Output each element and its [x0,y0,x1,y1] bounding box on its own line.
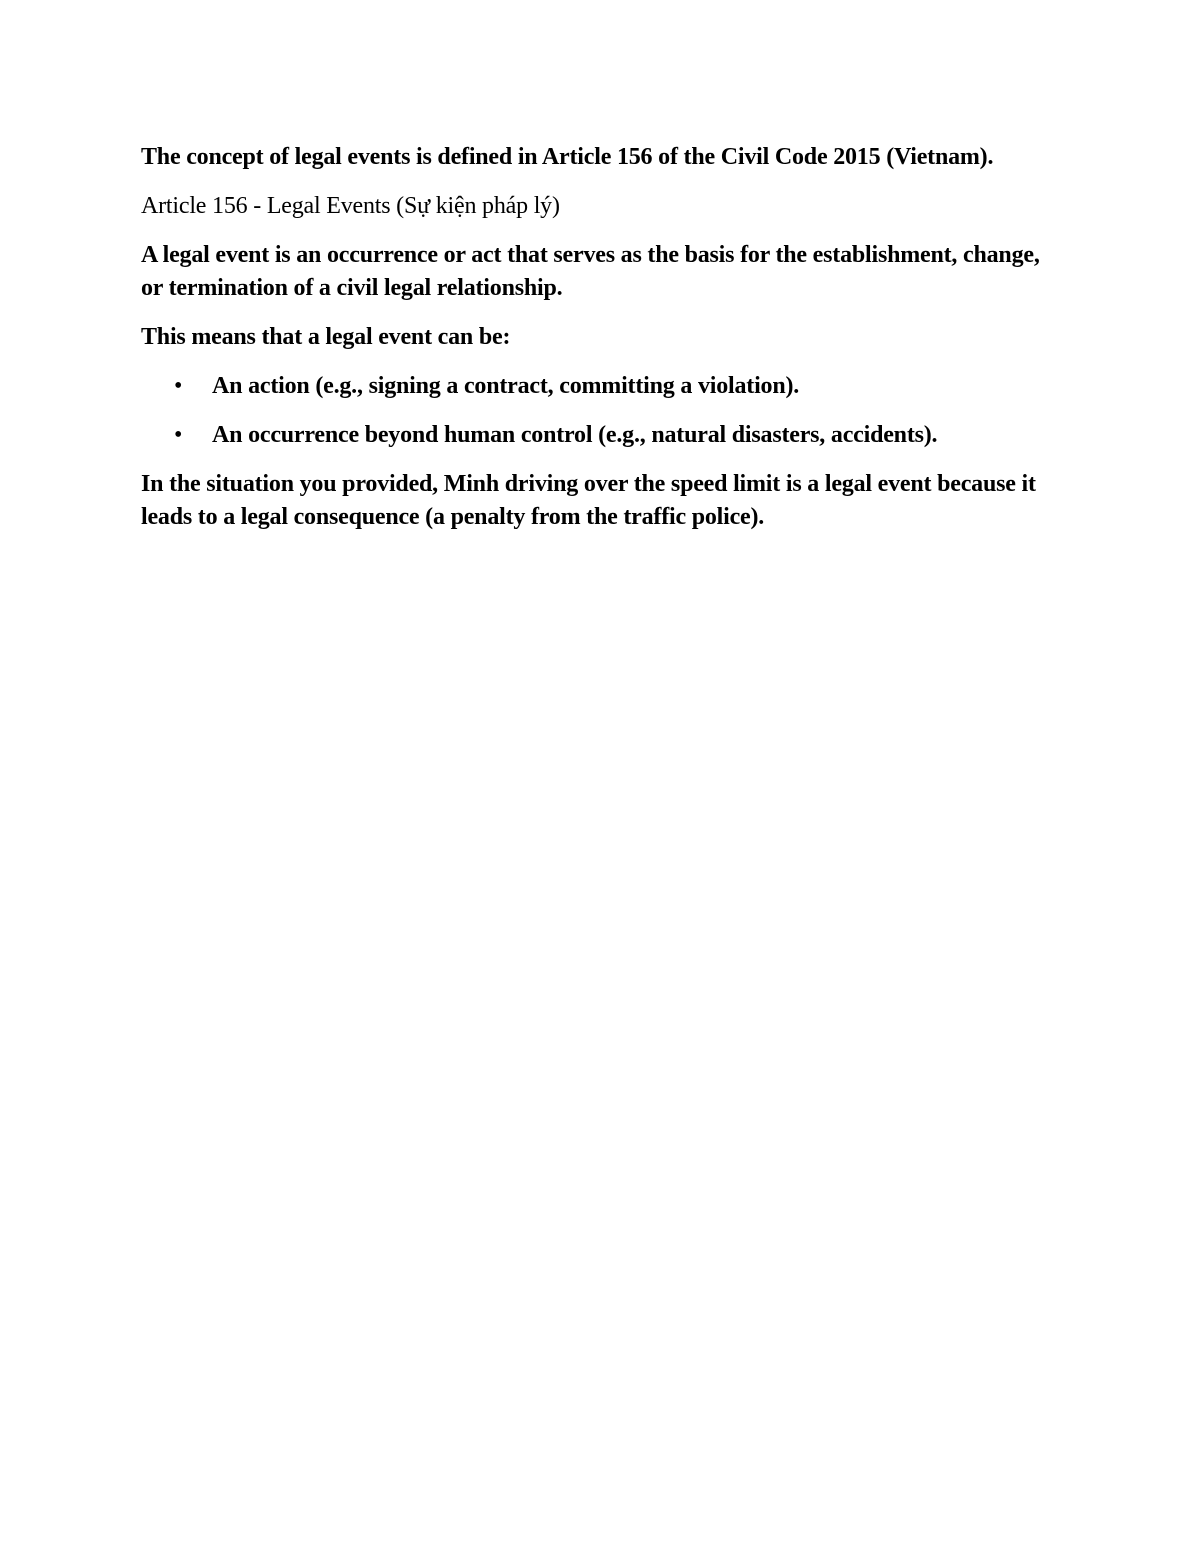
document-body [141,141,1041,550]
bullet-icon: • [174,373,183,399]
bullet-icon: • [174,422,183,448]
article-heading: Article 156 - Legal Events (Sự kiện pháp lý) [141,193,560,219]
list-item [141,370,1041,403]
list-item [141,419,1041,452]
list-item-text: An occurrence beyond human control (e.g., natural disasters, accidents). [212,422,938,448]
definition-paragraph: A legal event is an occurrence or act that serves as the basis for the establishment, change, or termination of a civil legal relationship. [141,242,1040,301]
bullet-list [141,370,1041,452]
conclusion-paragraph: In the situation you provided, Minh driving over the speed limit is a legal event because it leads to a legal consequence (a penalty from the traffic police). [141,471,1036,530]
list-item-text: An action (e.g., signing a contract, committing a violation). [212,373,800,399]
intro-paragraph: The concept of legal events is defined in Article 156 of the Civil Code 2015 (Vietnam). [141,144,994,170]
means-intro-paragraph: This means that a legal event can be: [141,324,511,350]
